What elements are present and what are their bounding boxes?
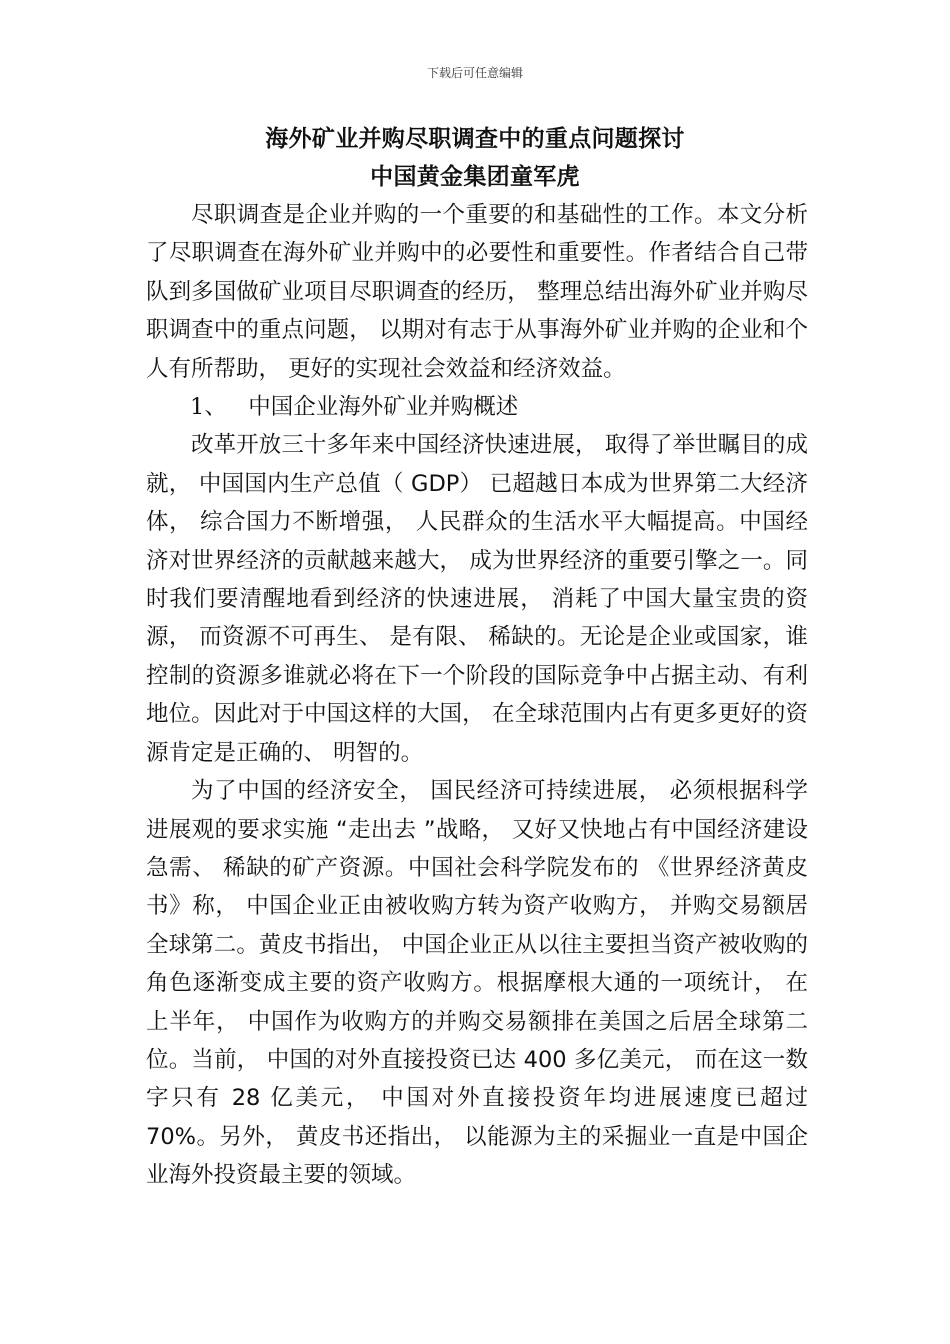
document-title: 海外矿业并购尽职调查中的重点问题探讨: [265, 126, 685, 152]
section-title: 中国企业海外矿业并购概述: [248, 394, 519, 421]
section-heading: [146, 388, 808, 426]
body-paragraph: 为了中国的经济安全， 国民经济可持续进展， 必须根据科学进展观的要求实施 “走出去 ”战略， 又好又快地占有中国经济建设急需、 稀缺的矿产资源。中国社会科学院发布的 《世界经济黄皮书》称， 中国企业正由被收购方转为资产收购方， 并购交易额居全球第二。黄皮书指出， 中国企业正从以往主要担当资产被收购的角色逐渐变成主要的资产收购方。根据摩根大通的一项统计， 在 上半年， 中国作为收购方的并购交易额排在美国之后居全球第二位。当前， 中国的对外直接投资已达 400 多亿美元， 而在这一数字只有 28 亿美元， 中国对外直接投资年均进展速度已超过 70%。另外， 黄皮书还指出， 以能源为主的采掘业一直是中国企业海外投资最主要的领域。: [146, 778, 808, 1189]
section-number: 1、: [190, 394, 227, 421]
document-body: [146, 196, 808, 1195]
body-paragraph: 改革开放三十多年来中国经济快速进展， 取得了举世瞩目的成就， 中国国内生产总值（ GDP） 已超越日本成为世界第二大经济体， 综合国力不断增强， 人民群众的生活水平大幅提高。中国经济对世界经济的贡献越来越大， 成为世界经济的重要引擎之一。同时我们要清醒地看到经济的快速进展， 消耗了中国大量宝贵的资源， 而资源不可再生、 是有限、 稀缺的。无论是企业或国家，谁控制的资源多谁就必将在下一个阶段的国际竞争中占据主动、有利地位。因此对于中国这样的大国， 在全球范围内占有更多更好的资源肯定是正确的、 明智的。: [146, 432, 808, 766]
header-note: 下载后可任意编辑: [426, 66, 523, 80]
document-author-line: 中国黄金集团童军虎: [370, 164, 580, 190]
abstract-paragraph: 尽职调查是企业并购的一个重要的和基础性的工作。本文分析了尽职调查在海外矿业并购中的必要性和重要性。作者结合自己带队到多国做矿业项目尽职调查的经历， 整理总结出海外矿业并购尽职调查中的重点问题， 以期对有志于从事海外矿业并购的企业和个人有所帮助， 更好的实现社会效益和经济效益。: [146, 202, 808, 382]
